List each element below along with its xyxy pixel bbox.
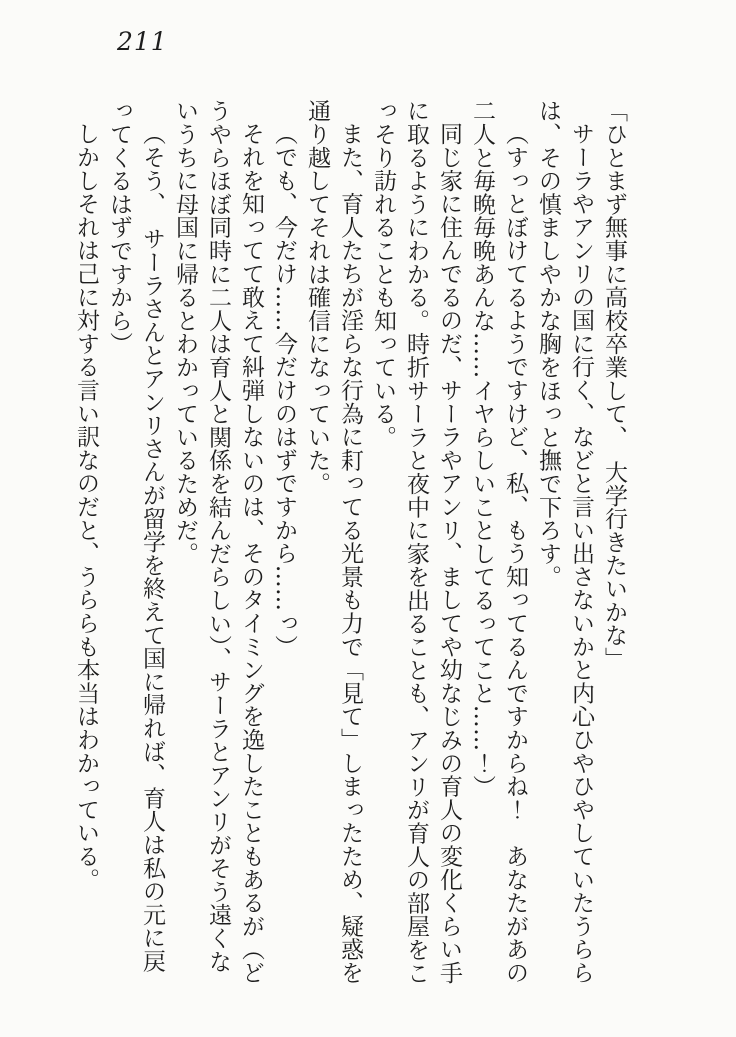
paragraph: 同じ家に住んでるのだ、サーラやアンリ、ましてや幼なじみの育人の変化くらい手に取るようにわかる。時折サーラと夜中に家を出ることも、アンリが育人の部屋をこっそり訪れることも知っている。	[370, 99, 462, 985]
paragraph: （そう、 サーラさんとアンリさんが留学を終えて国に帰れば、育人は私の元に戻ってくるはずですから）	[106, 99, 165, 973]
text-block	[69, 99, 630, 985]
paragraph: （すっとぼけてるようですけど、私、もう知ってるんですからね！ あなたがあの二人と毎晩毎晩あんな……イヤらしいことしてるってこと……！）	[469, 99, 528, 985]
paragraph: サーラやアンリの国に行く、などと言い出さないかと内心ひやひやしていたうららは、その慎ましやかな胸をほっと撫で下ろす。	[535, 99, 594, 985]
paragraph: （でも、今だけ……今だけのはずですから……っ）	[271, 122, 297, 658]
paragraph: それを知ってて敢えて糾弾しないのは、そのタイミングを逸したこともあるが（どうやらほぼ同時に二人は育人と関係を結んだらしい）、サーラとアンリがそう遠くないうちに母国に帰るとわかっているためだ。	[172, 99, 264, 985]
page-number: 211	[117, 27, 168, 56]
paragraph: また、育人たちが淫らな行為に耓ってる光景も力で「見て」しまったため、疑惑を通り越してそれは確信になっていた。	[304, 99, 363, 985]
paragraph: しかしそれは己に対する言い訳なのだと、うららも本当はわかっている。	[73, 122, 99, 891]
paragraph: 「ひとまず無事に高校卒業して、 大学行きたいかな」	[601, 99, 627, 670]
